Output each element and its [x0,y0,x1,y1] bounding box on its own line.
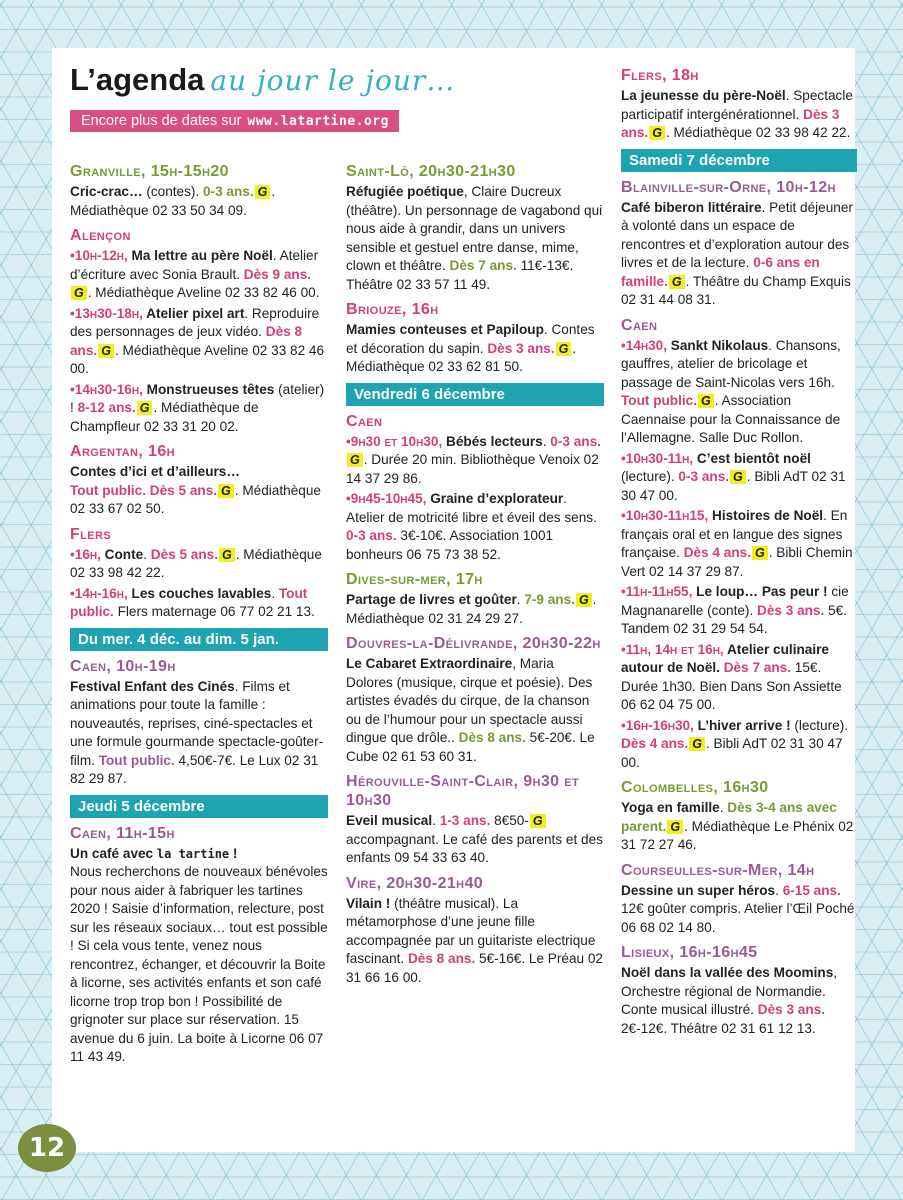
title-main: L’agenda [70,62,205,97]
age-label: Dès 3 ans. [757,1002,826,1017]
city-heading: Dives-sur-mer, 17h [346,571,483,588]
event-title: Partage de livres et goûter [346,592,517,607]
event-text: . Contes et décoration du sapin. [346,322,595,356]
event-time: •14h-16h, [70,585,128,601]
event-text: 12€ goûter compris. Atelier l’Œil Poché 06 68 02 14 80. [621,901,855,935]
event-text: . Bibli AdT 02 31 30 47 00. [621,469,846,503]
event-title: Ma lettre au père Noël [127,248,273,263]
age-label: Tout public. Dès 5 ans. [70,482,218,498]
event-title: C’est bientôt noël [693,450,811,466]
event-text: . Atelier de motricité libre et éveil des sens. [346,491,597,525]
event-text: . Médiathèque 02 31 24 29 27. [346,592,597,626]
event-text: . Médiathèque 02 33 50 34 09. [70,184,276,218]
free-badge: G [255,185,271,199]
event-time: •14h30-16h, [70,381,143,397]
age-label: Tout public. [621,393,698,408]
event-title: Conte [100,546,144,562]
event-text: 5€-20€. Le Cube 02 61 53 60 31. [346,730,595,764]
event-title: Cric-crac… [70,184,143,199]
event-title: La jeunesse du père-Noël [621,88,786,103]
event-title: Réfugiée poétique [346,184,464,199]
date-band: Jeudi 5 décembre [70,795,328,818]
event-text: . Atelier d’écriture avec Sonia Brault. [70,248,319,282]
event-text: Nous recherchons de nouveaux bénévoles pour nous aider à fabriquer les tartines 2020 ! Saisie d’information, relecture, post sur les réseaux sociaux… tout est possible ! Si cela vous tente, venez nous rencontrez, échanger, et découvrir la Boite à licorne, ses activités enfants et son café licorne trop trop bon ! Possibilité de grignoter sur place sur réservation. 15 avenue du 6 juin. La boite à Licorne 06 07 11 43 49. [70,864,328,1064]
event-text: . Spectacle participatif intergénérationnel. [621,88,853,122]
page-number: 12 [18,1124,76,1172]
event-time: •11h-11h55, [621,584,693,599]
age-label: Dès 3 ans. [621,106,840,140]
event-text: , Orchestre régional de Normandie. Conte musical illustré. [621,965,838,1017]
city-heading: Colombelles, 16h30 [621,779,769,796]
free-badge: G [530,814,546,828]
city-heading: Caen, 11h-15h [70,824,175,842]
event-text: . Bibli AdT 02 31 30 47 00. [621,736,843,770]
event-title: Café biberon littéraire [621,199,762,215]
agenda-header [70,62,570,152]
event-title: Le Cabaret Extraordinaire [346,656,513,671]
age-label: 0-3 ans. [550,433,601,449]
event-text: Flers maternage 06 77 02 21 13. [113,604,315,619]
age-label: 6-15 ans. [782,882,841,898]
event-entry [346,490,604,564]
agenda-page [52,48,855,1152]
city-heading: Caen [621,316,658,334]
age-label: Dès 3 ans. [487,340,555,356]
city-heading: Granville, 15h-15h20 [70,163,229,180]
event-title: Eveil musical [346,813,433,828]
age-label: Dès 8 ans. [407,951,476,966]
event-text: 2€-12€. Théâtre 02 31 61 12 13. [621,1020,816,1036]
event-title: Bébés lecteurs [442,433,543,449]
event-title: Histoires de Noël [708,508,824,523]
event-text: (lecture). [621,469,679,484]
event-text: . Chansons, gauffres, atelier de bricolage et passage de Saint-Nicolas vers 16h. [621,337,841,390]
city-heading: Douvres-la-Délivrande, 20h30-22h [346,635,601,652]
city-heading: Argentan, 16h [70,443,175,460]
event-entry [346,433,604,489]
event-entry [621,199,857,310]
column-2 [346,156,604,989]
age-label: Dès 3-4 ans avec parent. [621,800,837,834]
event-time: •14h30, [621,337,667,353]
event-entry [70,546,328,583]
free-badge: G [347,453,363,467]
free-badge: G [649,126,665,140]
event-text: . Durée 20 min. Bibliothèque Venoix 02 14 37 29 86. [346,452,599,486]
age-label: Dès 4 ans. [621,736,689,751]
date-band: Samedi 7 décembre [621,149,857,172]
event-time: •13h30-18h, [70,305,143,321]
event-entry [70,585,328,622]
event-entry [70,247,328,303]
event-text: (théâtre musical). La métamorphose d’une jeune fille accompagnée par un guitariste electrique fascinant. [346,895,596,966]
event-text: (lecture). [790,717,849,733]
free-badge: G [667,820,683,834]
city-heading: Vire, 20h30-21h40 [346,874,484,892]
date-band: Vendredi 6 décembre [346,383,604,406]
event-title: Noël dans la vallée des Moomins [621,965,834,980]
column-1 [70,156,328,1069]
city-heading: Alençon [70,227,131,244]
event-text: 5€. Tandem 02 31 29 54 54. [621,602,847,636]
free-badge: G [576,593,592,607]
event-entry [621,641,857,715]
website-link[interactable]: www.latartine.org [247,114,389,129]
event-entry [346,812,604,868]
website-promo-banner [70,110,399,132]
event-title: Un café avec [70,845,157,861]
age-label: 0-3 ans. [678,469,730,484]
event-title: Mamies conteuses et Papiloup [346,322,544,337]
event-text: . Médiathèque 02 33 62 81 50. [346,340,577,374]
event-entry [346,895,604,988]
event-title: Sankt Nikolaus [667,337,769,353]
event-entry [346,655,604,766]
age-label: Dès 9 ans. [243,266,312,282]
age-label: 1-3 ans. [439,813,491,828]
free-badge: G [752,546,768,560]
event-text: . Médiathèque de Champfleur 02 33 31 20 02. [70,400,259,434]
event-text: , Maria Dolores (musique, cirque et poésie). Des artistes évadés du cirque, de la chanson ou de l’humour pour un spectacle aussi dingue que drôle.. [346,656,593,745]
event-entry [346,321,604,377]
event-text: . Association Caennaise pour la Connaissance de l’Allemagne. Salle Duc Rollon. [621,393,841,445]
event-title: Atelier culinaire autour de Noël. [621,641,829,675]
free-badge: G [137,401,153,415]
event-title: L’hiver arrive ! [693,717,791,733]
age-label: Tout public. [70,585,308,619]
page-title [70,62,570,98]
city-heading: Flers, 18h [621,67,699,84]
event-entry [621,799,857,855]
free-badge: G [730,470,746,484]
event-text: 4,50€-7€. Le Lux 02 31 82 29 87. [70,752,319,786]
event-entry [621,87,857,143]
event-entry [621,583,857,639]
event-time: •10h-12h, [70,248,128,263]
event-text: . Reproduire des personnages de jeux vidéo. [70,305,320,339]
event-entry [621,964,857,1038]
city-heading: Courseulles-sur-Mer, 14h [621,861,815,879]
event-text: (contes). [142,184,203,199]
event-text: . [542,433,551,449]
age-label: 0-6 ans en famille. [621,255,820,289]
event-title: Les couches lavables [127,585,272,601]
event-text: . Théâtre du Champ Exquis 02 31 44 08 31. [621,273,851,307]
event-entry [70,381,328,437]
city-heading: Caen, 10h-19h [70,657,176,675]
event-entry [70,845,328,1067]
age-label: Tout public. [98,752,175,768]
age-label: 0-3 ans. [202,184,254,199]
event-text: (atelier) ! [70,381,325,415]
free-badge: G [556,342,572,356]
free-badge: G [218,484,234,498]
event-text: . Médiathèque Aveline 02 33 82 46 00. [70,342,325,376]
event-entry [70,678,328,789]
event-text: cie Magnanarelle (conte). [621,584,849,618]
event-time: •16h-16h30, [621,717,694,733]
event-entry [621,882,857,938]
event-text: . Médiathèque 02 33 98 42 22. [70,546,322,580]
age-label: 7-9 ans. [524,592,575,607]
title-script: au jour le jour… [210,64,456,97]
event-text: 5€-16€. Le Préau 02 31 66 16 00. [346,951,603,985]
event-entry [621,450,857,506]
event-title: Dessine un super héros [621,882,776,898]
event-text: 11€-13€. Théâtre 02 33 57 11 49. [346,258,574,292]
free-badge: G [71,286,87,300]
event-title: Graine d’explorateur [426,491,564,506]
age-label: Dès 8 ans. [458,730,526,745]
age-label: Dès 7 ans. [449,258,517,273]
city-heading: Flers [70,525,112,543]
age-label: 8-12 ans. [77,400,136,415]
event-time: •9h30 et 10h30, [346,433,443,449]
event-text: accompagnant. Le café des parents et des enfants 09 54 33 63 40. [346,831,603,865]
event-text: , Claire Ducreux (théâtre). Un personnage de vagabond qui nous aide à grandir, dans un univers sensible et gestuel entre danse, mime, clown et théâtre. [346,184,603,273]
free-badge: G [98,344,114,358]
event-entry [70,183,328,220]
date-band: Du mer. 4 déc. au dim. 5 jan. [70,628,328,651]
event-title: ! [229,845,238,861]
event-time: •16h, [70,546,101,562]
event-text: 15€. Durée 1h30. Bien Dans Son Assiette 06 62 04 75 00. [621,660,842,712]
age-label: Dès 4 ans. [683,545,751,560]
event-entry [621,507,857,581]
event-text: . Bibli Chemin Vert 02 14 37 29 87. [621,545,853,579]
event-text: . [432,813,440,828]
event-text: 3€-10€. Association 1001 bonheurs 06 75 73 38 52. [346,528,554,562]
event-text: . [271,585,279,601]
event-text: 8€50- [490,813,529,828]
event-text: . Médiathèque 02 33 67 02 50. [70,482,321,516]
city-heading: Briouze, 16h [346,301,439,318]
promo-text: Encore plus de dates sur [81,113,242,129]
age-label: Dès 3 ans. [757,602,825,618]
event-title: Festival Enfant des Cinés [70,678,235,694]
city-heading: Saint-Lô, 20h30-21h30 [346,163,516,180]
event-entry [621,717,857,773]
event-title: Monstrueuses têtes [142,381,275,397]
event-title: Vilain ! [346,895,391,911]
city-heading: Hérouville-Saint-Clair, 9h30 et 10h30 [346,773,580,809]
city-heading: Caen [346,412,383,430]
event-title: Yoga en famille [621,800,720,815]
free-badge: G [698,394,714,408]
event-entry [621,337,857,448]
la-tartine-logo: la tartine [156,846,230,861]
event-text: . [719,800,728,815]
age-label: 0-3 ans. [346,528,397,543]
event-title: Contes d’ici et d’ailleurs… [70,464,240,479]
event-text: . [775,882,783,898]
event-time: •10h30-11h, [621,450,694,466]
age-label: Dès 8 ans. [70,324,303,358]
city-heading: Blainville-sur-Orne, 10h-12h [621,178,836,196]
event-text: . Médiathèque 02 33 98 42 22. [665,125,851,140]
age-label: Dès 5 ans. [150,546,219,562]
free-badge: G [219,548,235,562]
event-time: •11h, 14h et 16h, [621,641,724,657]
event-text: . En français oral et en langue des signes française. [621,508,848,560]
event-text: . Médiathèque Le Phénix 02 31 72 27 46. [621,818,854,852]
event-text: . Petit déjeuner à volonté dans un espace de rencontres et d’exploration autour des livres et de la lecture. [621,199,853,270]
event-entry [346,591,604,628]
free-badge: G [689,737,705,751]
event-text: . Films et animations pour toute la famille : nouveautés, reprises, ciné-spectacles et une formule gourmande spectacle-goûter-film. [70,678,324,768]
event-title: Atelier pixel art [142,305,245,321]
event-time: •10h30-11h15, [621,508,709,523]
event-time: •9h45-10h45, [346,491,427,506]
event-entry [346,183,604,294]
column-3 [621,66,857,1040]
event-title: Le loup… Pas peur ! [692,584,828,599]
event-text: . Médiathèque Aveline 02 33 82 46 00. [87,285,320,300]
city-heading: Lisieux, 16h-16h45 [621,944,758,961]
event-text: . [143,546,151,562]
event-entry [70,463,328,519]
age-label: Dès 7 ans. [723,660,791,675]
free-badge: G [669,275,685,289]
event-entry [70,305,328,379]
event-text: . [516,592,525,607]
